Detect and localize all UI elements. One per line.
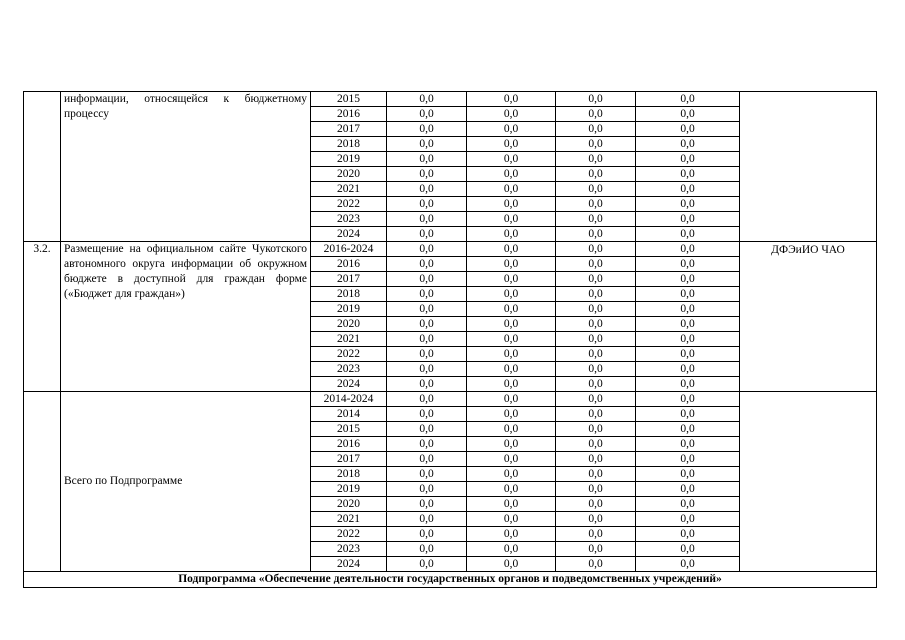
year-cell: 2023 — [311, 212, 387, 227]
value-cell: 0,0 — [467, 542, 556, 557]
value-cell: 0,0 — [636, 272, 740, 287]
value-cell: 0,0 — [387, 422, 467, 437]
value-cell: 0,0 — [556, 557, 636, 572]
value-cell: 0,0 — [467, 557, 556, 572]
value-cell: 0,0 — [636, 287, 740, 302]
value-cell: 0,0 — [387, 227, 467, 242]
value-cell: 0,0 — [556, 107, 636, 122]
value-cell: 0,0 — [636, 332, 740, 347]
value-cell: 0,0 — [467, 287, 556, 302]
value-cell: 0,0 — [636, 362, 740, 377]
value-cell: 0,0 — [636, 167, 740, 182]
value-cell: 0,0 — [387, 482, 467, 497]
value-cell: 0,0 — [387, 377, 467, 392]
value-cell: 0,0 — [467, 257, 556, 272]
value-cell: 0,0 — [556, 287, 636, 302]
responsible-cell — [740, 92, 877, 242]
value-cell: 0,0 — [467, 452, 556, 467]
value-cell: 0,0 — [556, 467, 636, 482]
year-cell: 2022 — [311, 347, 387, 362]
value-cell: 0,0 — [556, 407, 636, 422]
value-cell: 0,0 — [636, 302, 740, 317]
year-cell: 2017 — [311, 452, 387, 467]
year-cell: 2020 — [311, 167, 387, 182]
value-cell: 0,0 — [467, 527, 556, 542]
value-cell: 0,0 — [636, 152, 740, 167]
value-cell: 0,0 — [467, 152, 556, 167]
value-cell: 0,0 — [467, 332, 556, 347]
item-index-cell: 3.2. — [24, 242, 61, 392]
year-cell: 2018 — [311, 467, 387, 482]
value-cell: 0,0 — [556, 497, 636, 512]
year-cell: 2014 — [311, 407, 387, 422]
value-cell: 0,0 — [387, 332, 467, 347]
value-cell: 0,0 — [636, 212, 740, 227]
year-cell: 2021 — [311, 512, 387, 527]
year-cell: 2020 — [311, 497, 387, 512]
value-cell: 0,0 — [387, 407, 467, 422]
value-cell: 0,0 — [556, 542, 636, 557]
value-cell: 0,0 — [556, 482, 636, 497]
table-row — [24, 392, 877, 407]
year-cell: 2017 — [311, 122, 387, 137]
value-cell: 0,0 — [636, 557, 740, 572]
value-cell: 0,0 — [467, 407, 556, 422]
value-cell: 0,0 — [556, 272, 636, 287]
year-cell: 2024 — [311, 377, 387, 392]
value-cell: 0,0 — [387, 122, 467, 137]
value-cell: 0,0 — [387, 107, 467, 122]
value-cell: 0,0 — [387, 317, 467, 332]
value-cell: 0,0 — [636, 422, 740, 437]
value-cell: 0,0 — [467, 392, 556, 407]
value-cell: 0,0 — [467, 512, 556, 527]
table-row — [24, 92, 877, 107]
year-cell: 2014-2024 — [311, 392, 387, 407]
value-cell: 0,0 — [387, 437, 467, 452]
value-cell: 0,0 — [467, 272, 556, 287]
value-cell: 0,0 — [387, 347, 467, 362]
value-cell: 0,0 — [387, 167, 467, 182]
value-cell: 0,0 — [556, 182, 636, 197]
value-cell: 0,0 — [636, 482, 740, 497]
value-cell: 0,0 — [636, 437, 740, 452]
value-cell: 0,0 — [387, 542, 467, 557]
subprogram-header-row — [24, 572, 877, 588]
table-row — [24, 242, 877, 257]
responsible-cell: ДФЭиИО ЧАО — [740, 242, 877, 392]
value-cell: 0,0 — [556, 347, 636, 362]
value-cell: 0,0 — [387, 92, 467, 107]
value-cell: 0,0 — [467, 377, 556, 392]
year-cell: 2015 — [311, 92, 387, 107]
year-cell: 2022 — [311, 527, 387, 542]
value-cell: 0,0 — [387, 137, 467, 152]
year-cell: 2018 — [311, 137, 387, 152]
value-cell: 0,0 — [467, 107, 556, 122]
value-cell: 0,0 — [636, 257, 740, 272]
value-cell: 0,0 — [556, 227, 636, 242]
value-cell: 0,0 — [467, 317, 556, 332]
value-cell: 0,0 — [556, 122, 636, 137]
year-cell: 2022 — [311, 197, 387, 212]
year-cell: 2024 — [311, 227, 387, 242]
value-cell: 0,0 — [467, 92, 556, 107]
item-index-cell — [24, 392, 61, 572]
value-cell: 0,0 — [556, 242, 636, 257]
year-cell: 2016 — [311, 437, 387, 452]
year-cell: 2016 — [311, 257, 387, 272]
value-cell: 0,0 — [387, 512, 467, 527]
year-cell: 2023 — [311, 362, 387, 377]
value-cell: 0,0 — [467, 347, 556, 362]
year-cell: 2024 — [311, 557, 387, 572]
value-cell: 0,0 — [387, 452, 467, 467]
value-cell: 0,0 — [467, 122, 556, 137]
value-cell: 0,0 — [636, 527, 740, 542]
value-cell: 0,0 — [387, 302, 467, 317]
value-cell: 0,0 — [467, 482, 556, 497]
value-cell: 0,0 — [556, 317, 636, 332]
value-cell: 0,0 — [387, 287, 467, 302]
subprogram-title: Подпрограмма «Обеспечение деятельности государственных органов и подведомственных учреждений» — [24, 572, 877, 588]
value-cell: 0,0 — [636, 467, 740, 482]
value-cell: 0,0 — [467, 137, 556, 152]
year-cell: 2017 — [311, 272, 387, 287]
value-cell: 0,0 — [467, 242, 556, 257]
value-cell: 0,0 — [636, 407, 740, 422]
value-cell: 0,0 — [467, 437, 556, 452]
value-cell: 0,0 — [556, 167, 636, 182]
value-cell: 0,0 — [467, 497, 556, 512]
value-cell: 0,0 — [467, 197, 556, 212]
value-cell: 0,0 — [387, 557, 467, 572]
year-cell: 2023 — [311, 542, 387, 557]
value-cell: 0,0 — [636, 452, 740, 467]
value-cell: 0,0 — [636, 317, 740, 332]
value-cell: 0,0 — [556, 332, 636, 347]
value-cell: 0,0 — [636, 347, 740, 362]
item-description-cell: Всего по Подпрограмме — [61, 392, 311, 572]
value-cell: 0,0 — [636, 197, 740, 212]
value-cell: 0,0 — [467, 362, 556, 377]
value-cell: 0,0 — [636, 497, 740, 512]
value-cell: 0,0 — [556, 452, 636, 467]
value-cell: 0,0 — [556, 137, 636, 152]
value-cell: 0,0 — [636, 122, 740, 137]
value-cell: 0,0 — [556, 212, 636, 227]
item-index-cell — [24, 92, 61, 242]
year-cell: 2015 — [311, 422, 387, 437]
year-cell: 2018 — [311, 287, 387, 302]
responsible-cell — [740, 392, 877, 572]
value-cell: 0,0 — [387, 242, 467, 257]
year-cell: 2020 — [311, 317, 387, 332]
value-cell: 0,0 — [387, 467, 467, 482]
value-cell: 0,0 — [636, 182, 740, 197]
value-cell: 0,0 — [556, 377, 636, 392]
value-cell: 0,0 — [636, 92, 740, 107]
value-cell: 0,0 — [467, 302, 556, 317]
value-cell: 0,0 — [467, 422, 556, 437]
year-cell: 2019 — [311, 482, 387, 497]
value-cell: 0,0 — [387, 497, 467, 512]
value-cell: 0,0 — [636, 377, 740, 392]
year-cell: 2021 — [311, 332, 387, 347]
item-description-cell: Размещение на официальном сайте Чукотского автономного округа информации об окружном бюджете в доступной для граждан форме («Бюджет для граждан») — [61, 242, 311, 392]
value-cell: 0,0 — [387, 392, 467, 407]
year-cell: 2016-2024 — [311, 242, 387, 257]
value-cell: 0,0 — [556, 392, 636, 407]
value-cell: 0,0 — [636, 512, 740, 527]
value-cell: 0,0 — [387, 182, 467, 197]
value-cell: 0,0 — [467, 467, 556, 482]
value-cell: 0,0 — [387, 152, 467, 167]
value-cell: 0,0 — [636, 107, 740, 122]
item-description-cell: информации, относящейся к бюджетному процессу — [61, 92, 311, 242]
value-cell: 0,0 — [556, 422, 636, 437]
value-cell: 0,0 — [556, 152, 636, 167]
budget-table — [23, 91, 877, 588]
table-body — [24, 92, 877, 588]
value-cell: 0,0 — [387, 272, 467, 287]
value-cell: 0,0 — [387, 362, 467, 377]
value-cell: 0,0 — [636, 542, 740, 557]
value-cell: 0,0 — [467, 227, 556, 242]
value-cell: 0,0 — [556, 197, 636, 212]
value-cell: 0,0 — [556, 92, 636, 107]
value-cell: 0,0 — [467, 212, 556, 227]
value-cell: 0,0 — [387, 527, 467, 542]
value-cell: 0,0 — [556, 362, 636, 377]
year-cell: 2019 — [311, 152, 387, 167]
value-cell: 0,0 — [636, 242, 740, 257]
value-cell: 0,0 — [467, 182, 556, 197]
value-cell: 0,0 — [636, 392, 740, 407]
value-cell: 0,0 — [467, 167, 556, 182]
year-cell: 2019 — [311, 302, 387, 317]
value-cell: 0,0 — [556, 512, 636, 527]
value-cell: 0,0 — [387, 257, 467, 272]
value-cell: 0,0 — [636, 227, 740, 242]
value-cell: 0,0 — [556, 437, 636, 452]
value-cell: 0,0 — [556, 527, 636, 542]
value-cell: 0,0 — [556, 302, 636, 317]
value-cell: 0,0 — [636, 137, 740, 152]
value-cell: 0,0 — [556, 257, 636, 272]
year-cell: 2021 — [311, 182, 387, 197]
value-cell: 0,0 — [387, 197, 467, 212]
value-cell: 0,0 — [387, 212, 467, 227]
year-cell: 2016 — [311, 107, 387, 122]
